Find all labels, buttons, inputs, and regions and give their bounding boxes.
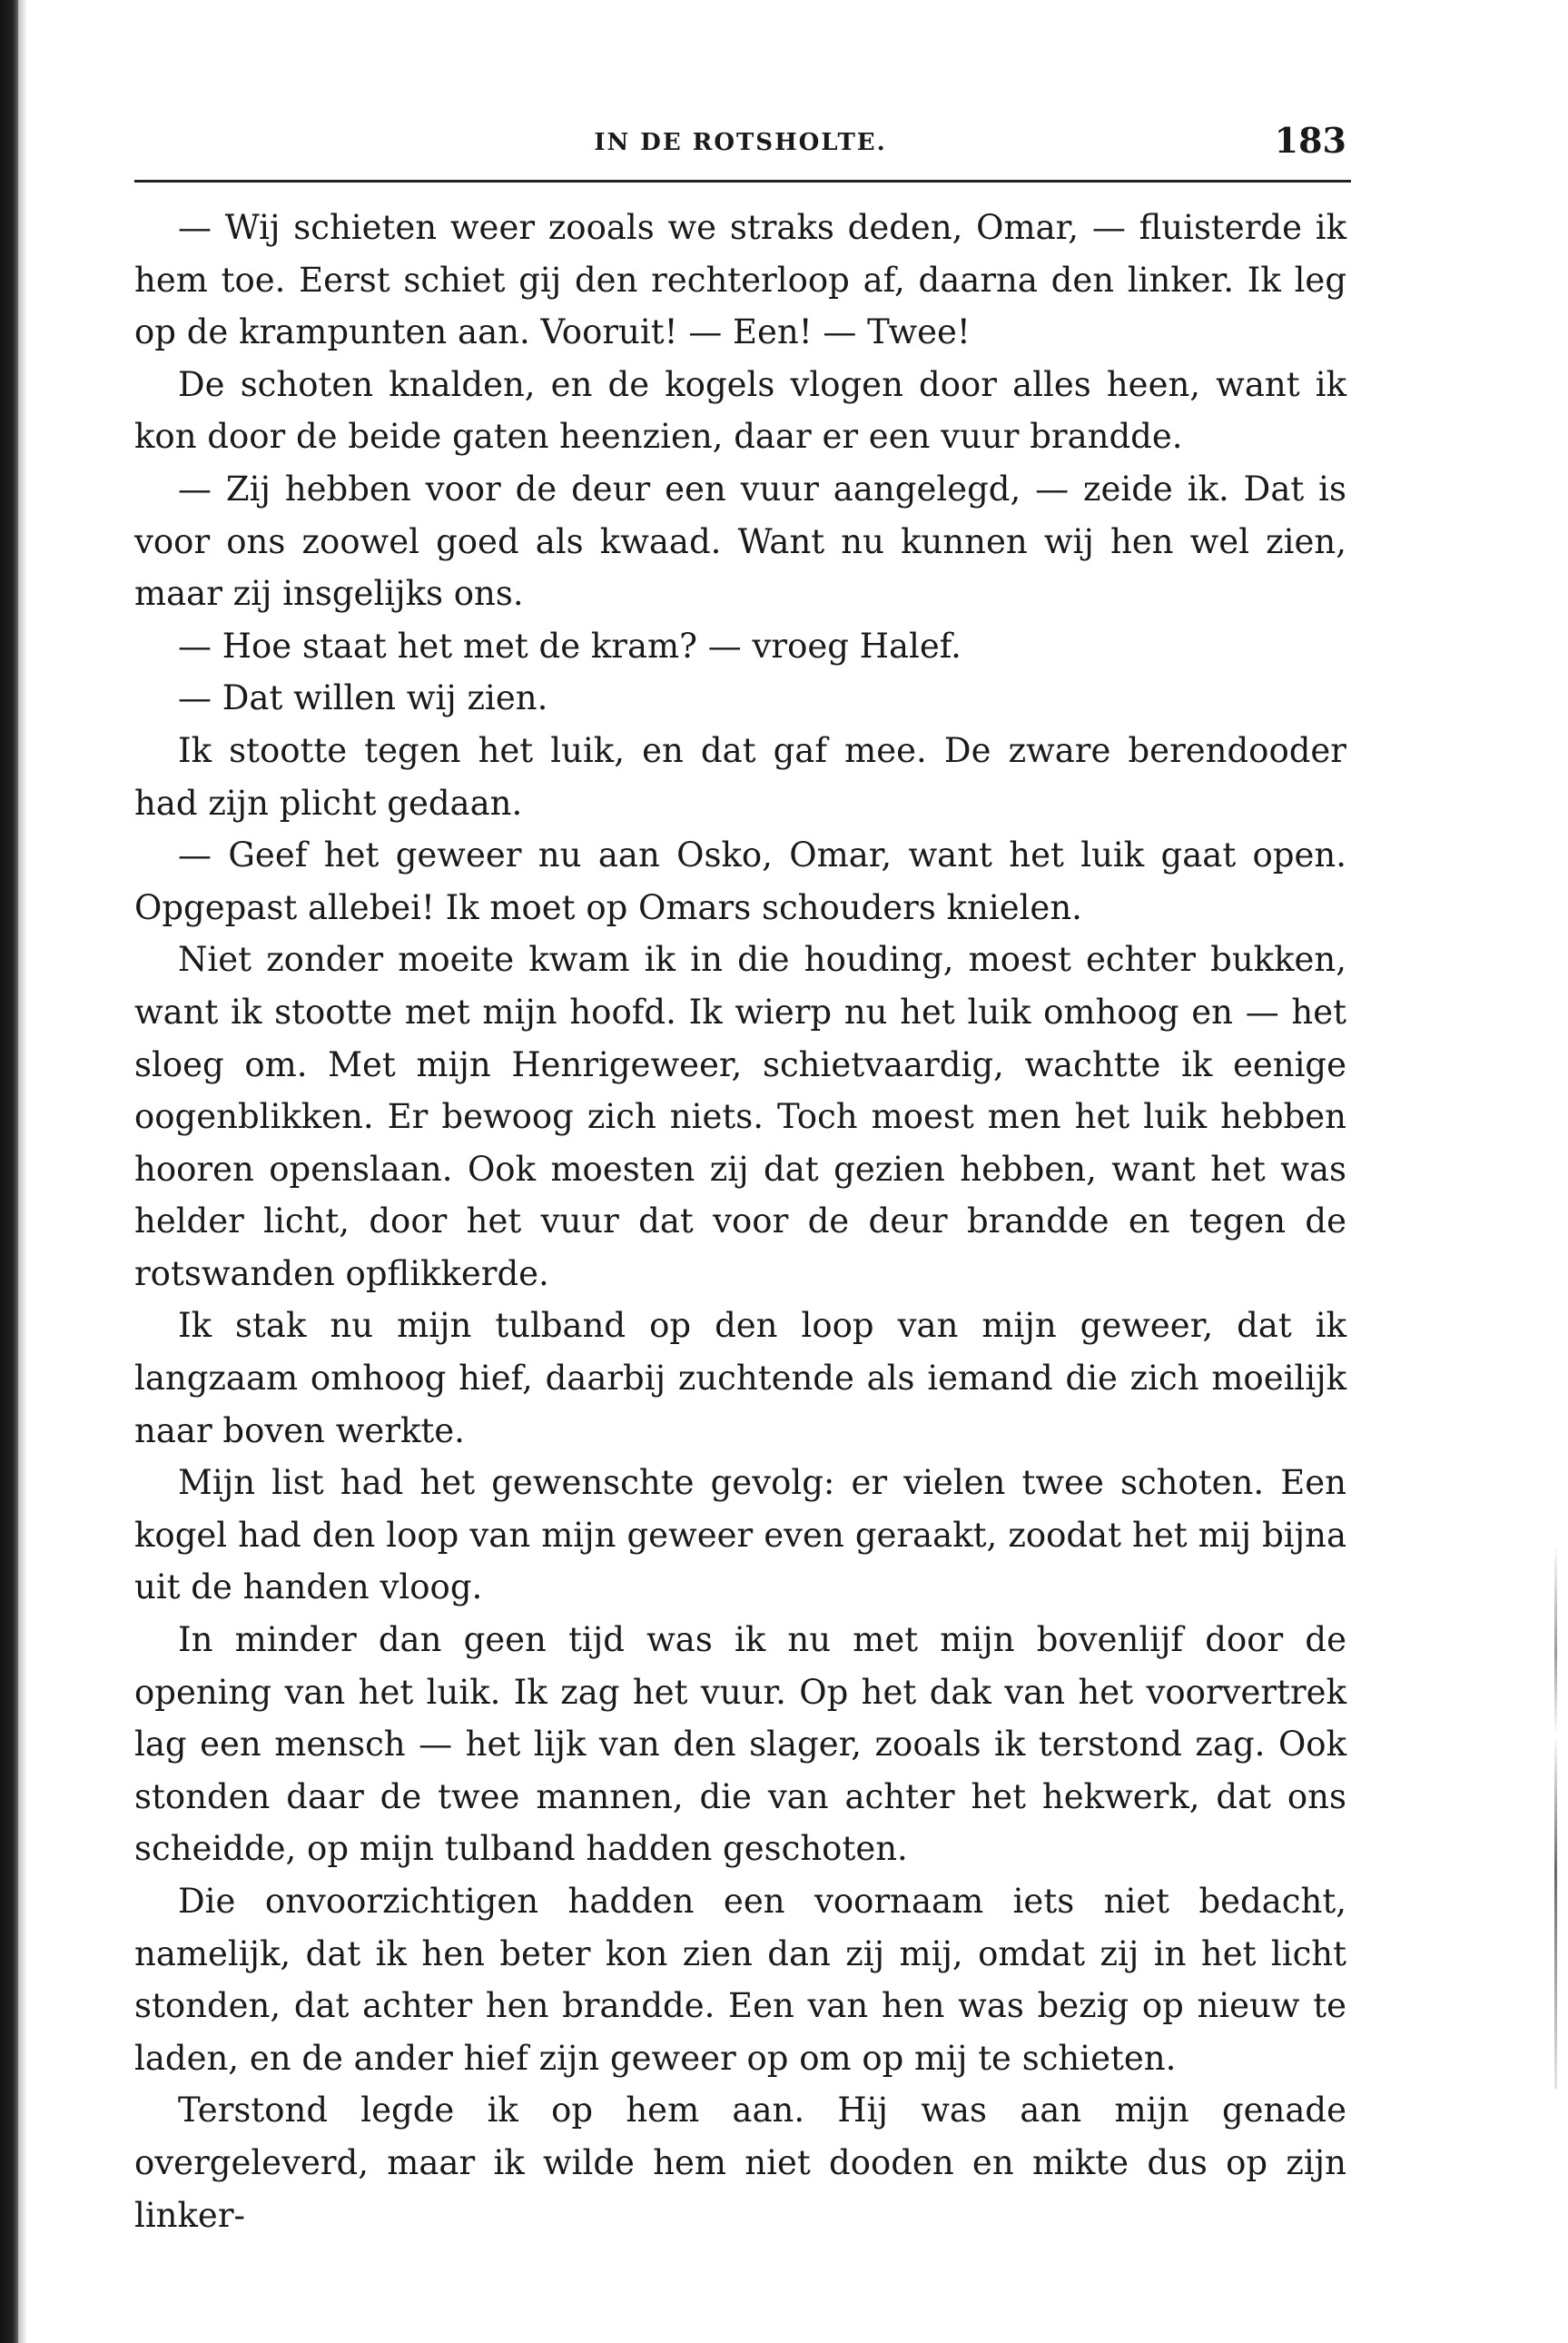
paragraph: Ik stootte tegen het luik, en dat gaf mee. De zware berendooder had zijn plicht gedaan. (134, 730, 1346, 823)
paragraph: Terstond legde ik op hem aan. Hij was aan mijn genade overgeleverd, maar ik wilde hem niet dooden en mikte dus op zijn linker- (134, 2091, 1346, 2235)
body-text (134, 202, 1346, 2241)
paragraph: — Wij schieten weer zooals we straks deden, Omar, — fluisterde ik hem toe. Eerst schiet gij den rechterloop af, daarna den linker. Ik leg op de krampunten aan. Vooruit! — Een! — Twee! (134, 208, 1346, 352)
paragraph: — Zij hebben voor de deur een vuur aangelegd, — zeide ik. Dat is voor ons zoowel goed als kwaad. Want nu kunnen wij hen wel zien, maar zij insgelijks ons. (134, 469, 1346, 614)
paragraph: De schoten knalden, en de kogels vlogen door alles heen, want ik kon door de beide gaten heenzien, daar er een vuur brandde. (134, 364, 1346, 457)
paragraph: Mijn list had het gewenschte gevolg: er vielen twee schoten. Een kogel had den loop van mijn geweer even geraakt, zoodat het mij bijna uit de handen vloog. (134, 1463, 1346, 1607)
paragraph: In minder dan geen tijd was ik nu met mijn bovenlijf door de opening van het luik. Ik zag het vuur. Op het dak van het voorvertrek lag een mensch — het lijk van den slager, zooals ik terstond zag. Ook stonden daar de twee mannen, die van achter het hekwerk, dat ons scheidde, op mijn tulband hadden geschoten. (134, 1620, 1346, 1869)
binding-edge (0, 0, 18, 2343)
margin-marks (1554, 1544, 1557, 2089)
paragraph: Ik stak nu mijn tulband op den loop van mijn geweer, dat ik langzaam omhoog hief, daarbij zuchtende als iemand die zich moeilijk naar boven werkte. (134, 1306, 1346, 1450)
running-title: IN DE ROTSHOLTE. (594, 129, 887, 156)
page-header (134, 120, 1346, 174)
paragraph: — Dat willen wij zien. (178, 678, 548, 718)
binding-shadow (18, 0, 27, 2343)
paragraph: Niet zonder moeite kwam ik in die houding, moest echter bukken, want ik stootte met mijn hoofd. Ik wierp nu het luik omhoog en — het sloeg om. Met mijn Henrigeweer, schietvaardig, wachtte ik eenige oogenblikken. Er bewoog zich niets. Toch moest men het luik hebben hooren openslaan. Ook moesten zij dat gezien hebben, want het was helder licht, door het vuur dat voor de deur brandde en tegen de rotswanden opflikkerde. (134, 940, 1346, 1293)
header-rule (134, 180, 1351, 183)
paragraph: Die onvoorzichtigen hadden een voornaam iets niet bedacht, namelijk, dat ik hen beter kon zien dan zij mij, omdat zij in het licht stonden, dat achter hen brandde. Een van hen was bezig op nieuw te laden, en de ander hief zijn geweer op om op mij te schieten. (134, 1882, 1346, 2078)
paragraph: — Geef het geweer nu aan Osko, Omar, want het luik gaat open. Opgepast allebei! Ik moet op Omars schouders knielen. (134, 835, 1346, 927)
page-number: 183 (1274, 120, 1346, 161)
paragraph: — Hoe staat het met de kram? — vroeg Halef. (178, 626, 962, 666)
